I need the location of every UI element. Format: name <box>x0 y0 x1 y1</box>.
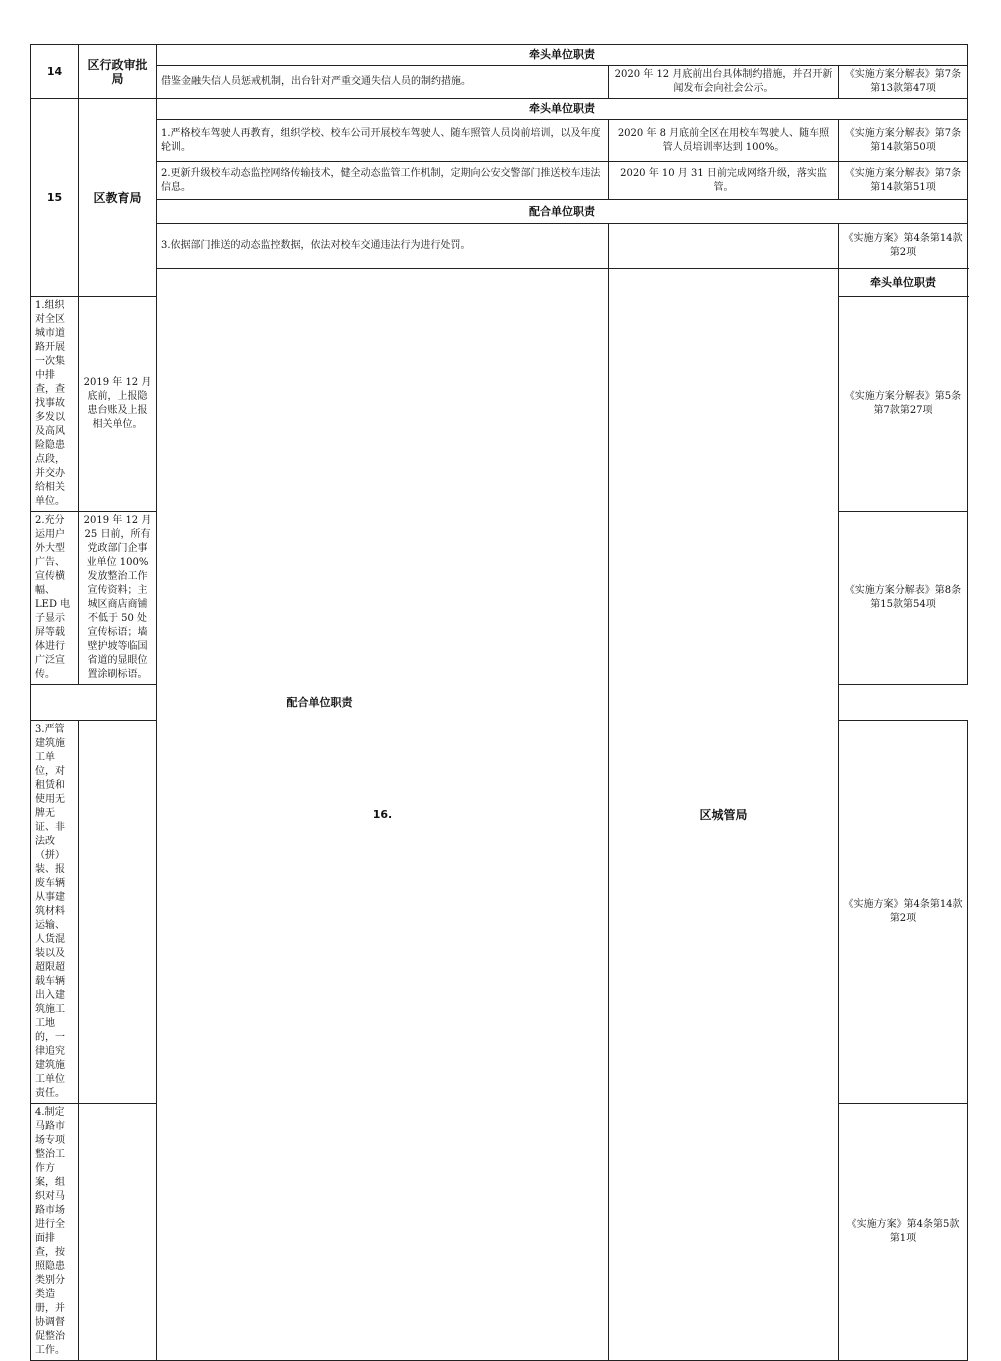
deadline-text: 2019 年 12 月 25 日前，所有党政部门企事业单位 100%发放整治工作宣传资料；主城区商店商铺不低于 50 处宣传标语；墙壁护坡等临国省道的显眼位置涂刷标语。 <box>79 512 157 685</box>
duty-text: 1.严格校车驾驶人再教育，组织学校、校车公司开展校车驾驶人、随车照管人员岗前培训，以及年度轮训。 <box>157 120 609 162</box>
deadline-text: 2020 年 8 月底前全区在用校车驾驶人、随车照管人员培训率达到 100%。 <box>609 120 839 162</box>
source-reference: 《实施方案分解表》第8条第15款第54项 <box>839 512 968 685</box>
deadline-text: 2020 年 12 月底前出台具体制约措施，并召开新闻发布会向社会公示。 <box>609 66 839 99</box>
department-name: 区教育局 <box>79 99 157 297</box>
row-number: 16. <box>157 269 609 1361</box>
source-reference: 《实施方案分解表》第5条第7款第27项 <box>839 297 968 512</box>
lead-duty-header: 牵头单位职责 <box>157 99 968 120</box>
source-reference: 《实施方案》第4条第14款第2项 <box>839 721 968 1104</box>
duty-text: 2.更新升级校车动态监控网络传输技术，健全动态监管工作机制，定期向公安交警部门推送校车违法信息。 <box>157 162 609 200</box>
deadline-text: 2019 年 12 月底前，上报隐患台账及上报相关单位。 <box>79 297 157 512</box>
source-reference: 《实施方案分解表》第7条第14款第50项 <box>839 120 968 162</box>
deadline-text <box>609 224 839 269</box>
source-reference: 《实施方案分解表》第7条第13款第47项 <box>839 66 968 99</box>
deadline-text <box>79 1104 157 1361</box>
row-number: 15 <box>31 99 79 297</box>
row-number: 14 <box>31 45 79 99</box>
department-name: 区城管局 <box>609 269 839 1361</box>
coop-duty-header: 配合单位职责 <box>157 200 968 224</box>
deadline-text: 2020 年 10 月 31 日前完成网络升级，落实监管。 <box>609 162 839 200</box>
source-reference: 《实施方案》第4条第14款第2项 <box>839 224 968 269</box>
duty-text: 3.依据部门推送的动态监控数据，依法对校车交通违法行为进行处罚。 <box>157 224 609 269</box>
responsibility-table <box>30 44 968 1361</box>
duty-text: 1.组织对全区城市道路开展一次集中排查，查找事故多发以及高风险隐患点段，并交办给相关单位。 <box>31 297 79 512</box>
department-name: 区行政审批局 <box>79 45 157 99</box>
deadline-text <box>79 721 157 1104</box>
lead-duty-header: 牵头单位职责 <box>839 269 968 297</box>
lead-duty-header: 牵头单位职责 <box>157 45 968 66</box>
coop-duty-header: 配合单位职责 <box>31 685 609 721</box>
source-reference: 《实施方案》第4条第5款第1项 <box>839 1104 968 1361</box>
duty-text: 3.严管建筑施工单位，对租赁和使用无牌无证、非法改（拼）装、报废车辆从事建筑材料运输、人货混装以及超限超载车辆出入建筑施工工地的，一律追究建筑施工单位责任。 <box>31 721 79 1104</box>
duty-text: 2.充分运用户外大型广告、宣传横幅、LED 电子显示屏等载体进行广泛宣传。 <box>31 512 79 685</box>
duty-text: 借鉴金融失信人员惩戒机制，出台针对严重交通失信人员的制约措施。 <box>157 66 609 99</box>
duty-text: 4.制定马路市场专项整治工作方案，组织对马路市场进行全面排查，按照隐患类别分类造册，并协调督促整治工作。 <box>31 1104 79 1361</box>
source-reference: 《实施方案分解表》第7条第14款第51项 <box>839 162 968 200</box>
